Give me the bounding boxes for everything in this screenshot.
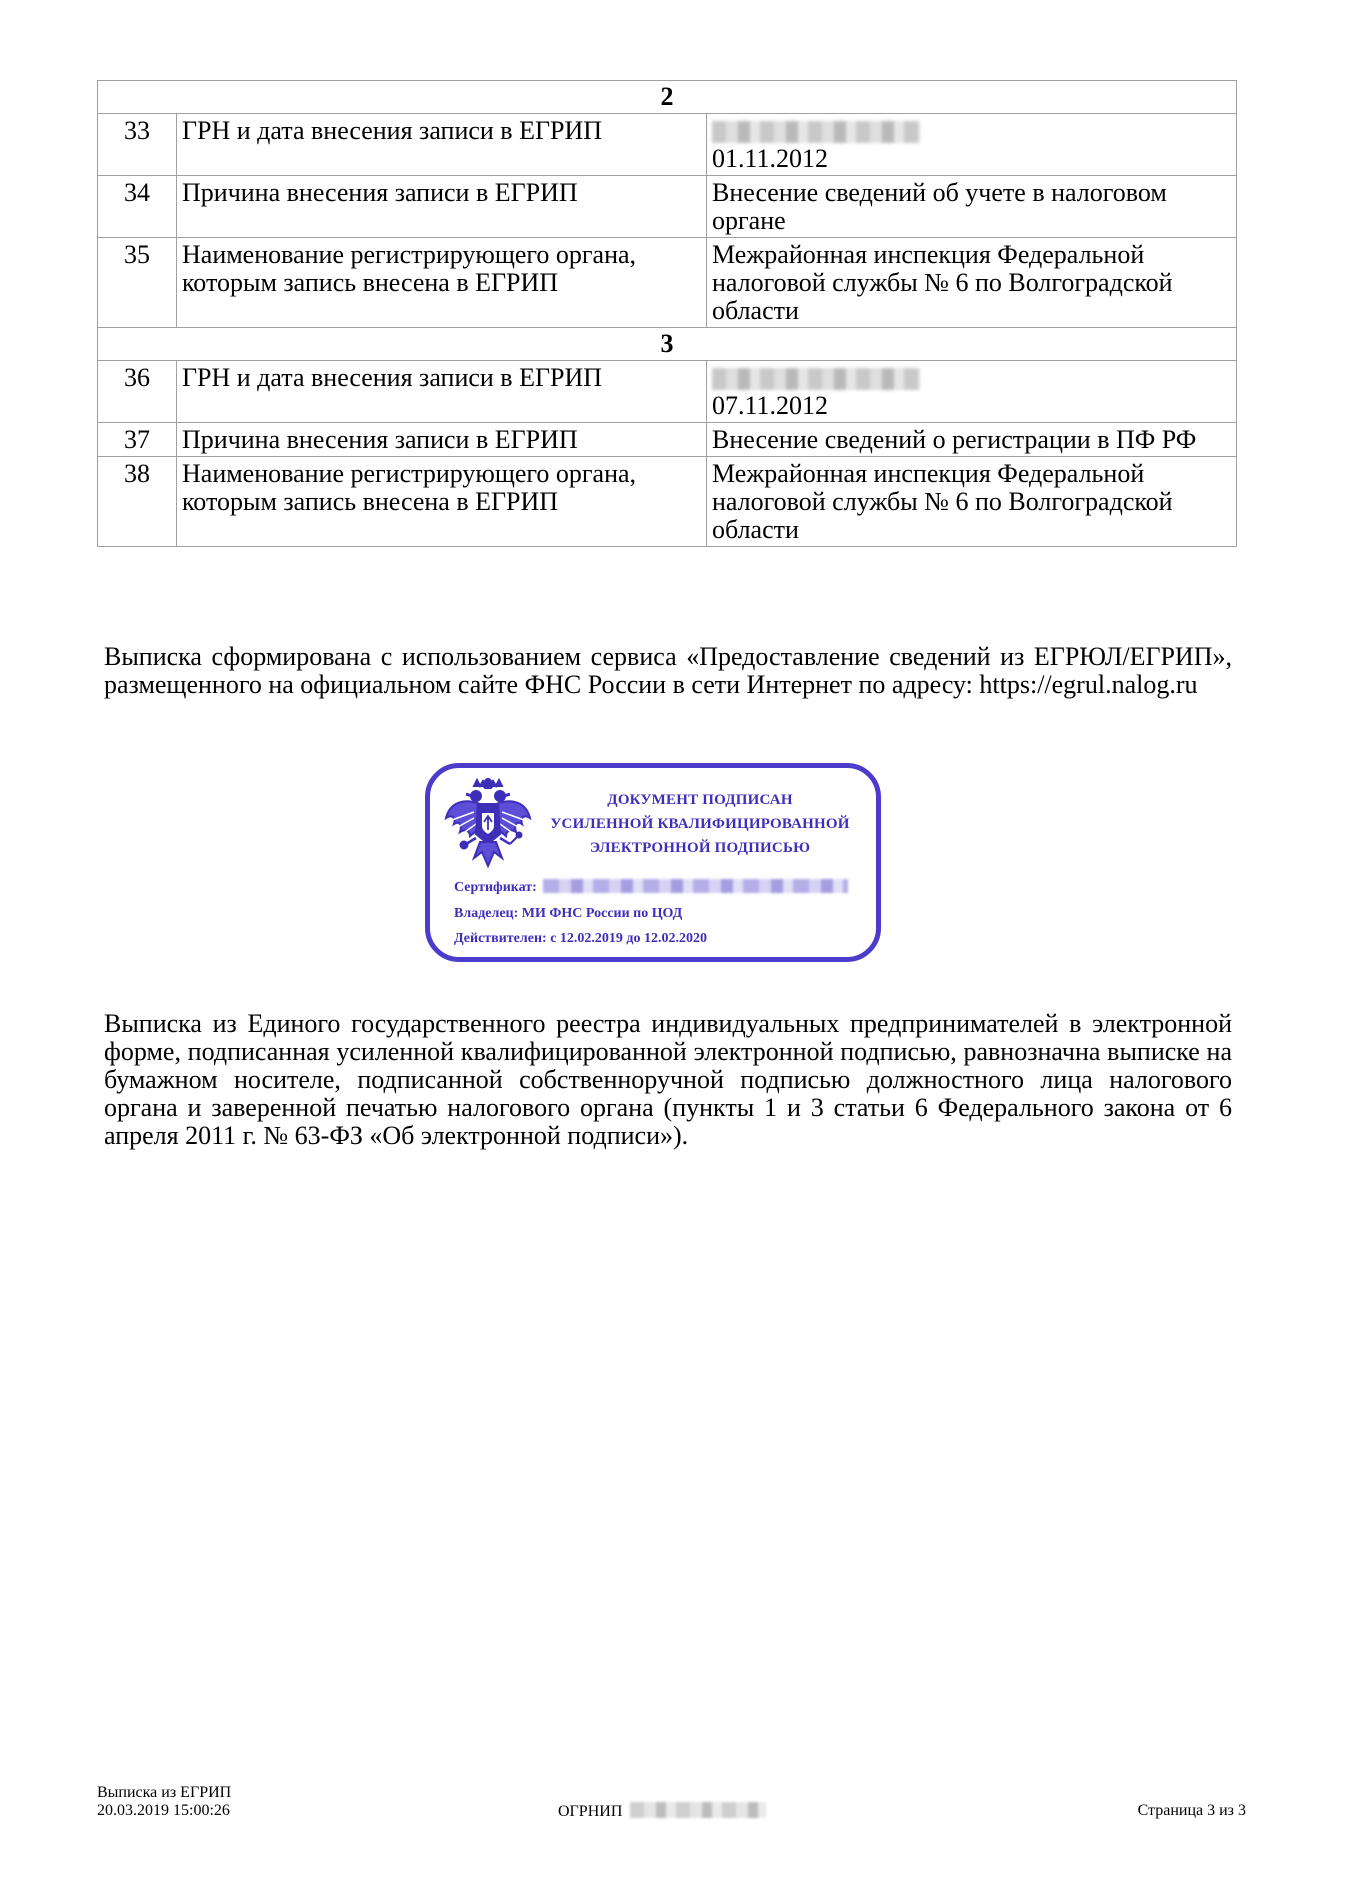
table-row bbox=[98, 238, 1237, 328]
row-field-value: Межрайонная инспекция Федеральной налоговой службы № 6 по Волгоградской области bbox=[707, 457, 1237, 547]
row-field-name: ГРН и дата внесения записи в ЕГРИП bbox=[177, 114, 707, 176]
row-field-value: Внесение сведений об учете в налоговом органе bbox=[707, 176, 1237, 238]
footer-page-info: Страница 3 из 3 bbox=[1137, 1802, 1246, 1819]
stamp-heading-line: ДОКУМЕНТ ПОДПИСАН bbox=[607, 792, 793, 808]
group-number: 3 bbox=[98, 328, 1237, 361]
footer-doc-title: Выписка из ЕГРИП bbox=[97, 1784, 232, 1801]
row-field-value: Межрайонная инспекция Федеральной налоговой службы № 6 по Волгоградской области bbox=[707, 238, 1237, 328]
redacted-grn bbox=[712, 368, 920, 390]
row-number: 34 bbox=[98, 176, 177, 238]
group-header-row bbox=[98, 328, 1237, 361]
row-number: 35 bbox=[98, 238, 177, 328]
redacted-grn bbox=[712, 121, 920, 143]
row-field-value: 07.11.2012 bbox=[712, 391, 829, 420]
stamp-heading-line: УСИЛЕННОЙ КВАЛИФИЦИРОВАННОЙ bbox=[550, 816, 850, 832]
stamp-validity: Действителен: с 12.02.2019 до 12.02.2020 bbox=[454, 931, 707, 946]
records-table bbox=[97, 80, 1237, 547]
table-row bbox=[98, 114, 1237, 176]
row-field-name: Причина внесения записи в ЕГРИП bbox=[177, 176, 707, 238]
group-header-row bbox=[98, 81, 1237, 114]
footer-ogrnip-label: ОГРНИП bbox=[558, 1803, 623, 1820]
row-field-name: Наименование регистрирующего органа, которым запись внесена в ЕГРИП bbox=[177, 457, 707, 547]
row-field-value-cell bbox=[707, 361, 1237, 423]
row-field-value: Внесение сведений о регистрации в ПФ РФ bbox=[707, 423, 1237, 457]
stamp-owner: Владелец: МИ ФНС России по ЦОД bbox=[454, 906, 683, 921]
footer-ogrnip bbox=[558, 1802, 766, 1821]
row-number: 38 bbox=[98, 457, 177, 547]
redacted-certificate bbox=[543, 879, 848, 893]
footer-doc-info bbox=[97, 1784, 231, 1820]
row-field-name: ГРН и дата внесения записи в ЕГРИП bbox=[177, 361, 707, 423]
legal-paragraph: Выписка из Единого государственного реестра индивидуальных предпринимателей в электронной форме, подписанная усиленной квалифицированной электронной подписью, равнозначна выписке на бумажном носителе, подписанной собственноручной подписью должностного лица налогового органа и заверенной печатью налогового органа (пункты 1 и 3 статьи 6 Федерального закона от 6 апреля 2011 г. № 63-ФЗ «Об электронной подписи»). bbox=[104, 1009, 1232, 1150]
table-row bbox=[98, 457, 1237, 547]
row-number: 36 bbox=[98, 361, 177, 423]
e-signature-stamp bbox=[425, 763, 881, 962]
table-row bbox=[98, 423, 1237, 457]
row-field-value: 01.11.2012 bbox=[712, 144, 829, 173]
group-number: 2 bbox=[98, 81, 1237, 114]
row-field-value-cell bbox=[707, 114, 1237, 176]
stamp-heading bbox=[530, 788, 870, 860]
service-paragraph: Выписка сформирована с использованием сервиса «Предоставление сведений из ЕГРЮЛ/ЕГРИП», размещенного на официальном сайте ФНС России в сети Интернет по адресу: https://egrul.nalog.ru bbox=[104, 642, 1232, 699]
row-number: 33 bbox=[98, 114, 177, 176]
redacted-ogrnip bbox=[630, 1802, 766, 1818]
footer-datetime: 20.03.2019 15:00:26 bbox=[97, 1802, 230, 1819]
row-number: 37 bbox=[98, 423, 177, 457]
stamp-certificate-label: Сертификат: bbox=[454, 880, 537, 895]
stamp-certificate bbox=[454, 879, 848, 897]
row-field-name: Причина внесения записи в ЕГРИП bbox=[177, 423, 707, 457]
russian-coat-of-arms-icon bbox=[444, 778, 532, 874]
row-field-name: Наименование регистрирующего органа, которым запись внесена в ЕГРИП bbox=[177, 238, 707, 328]
table-row bbox=[98, 176, 1237, 238]
table-row bbox=[98, 361, 1237, 423]
stamp-heading-line: ЭЛЕКТРОННОЙ ПОДПИСЬЮ bbox=[589, 840, 811, 856]
